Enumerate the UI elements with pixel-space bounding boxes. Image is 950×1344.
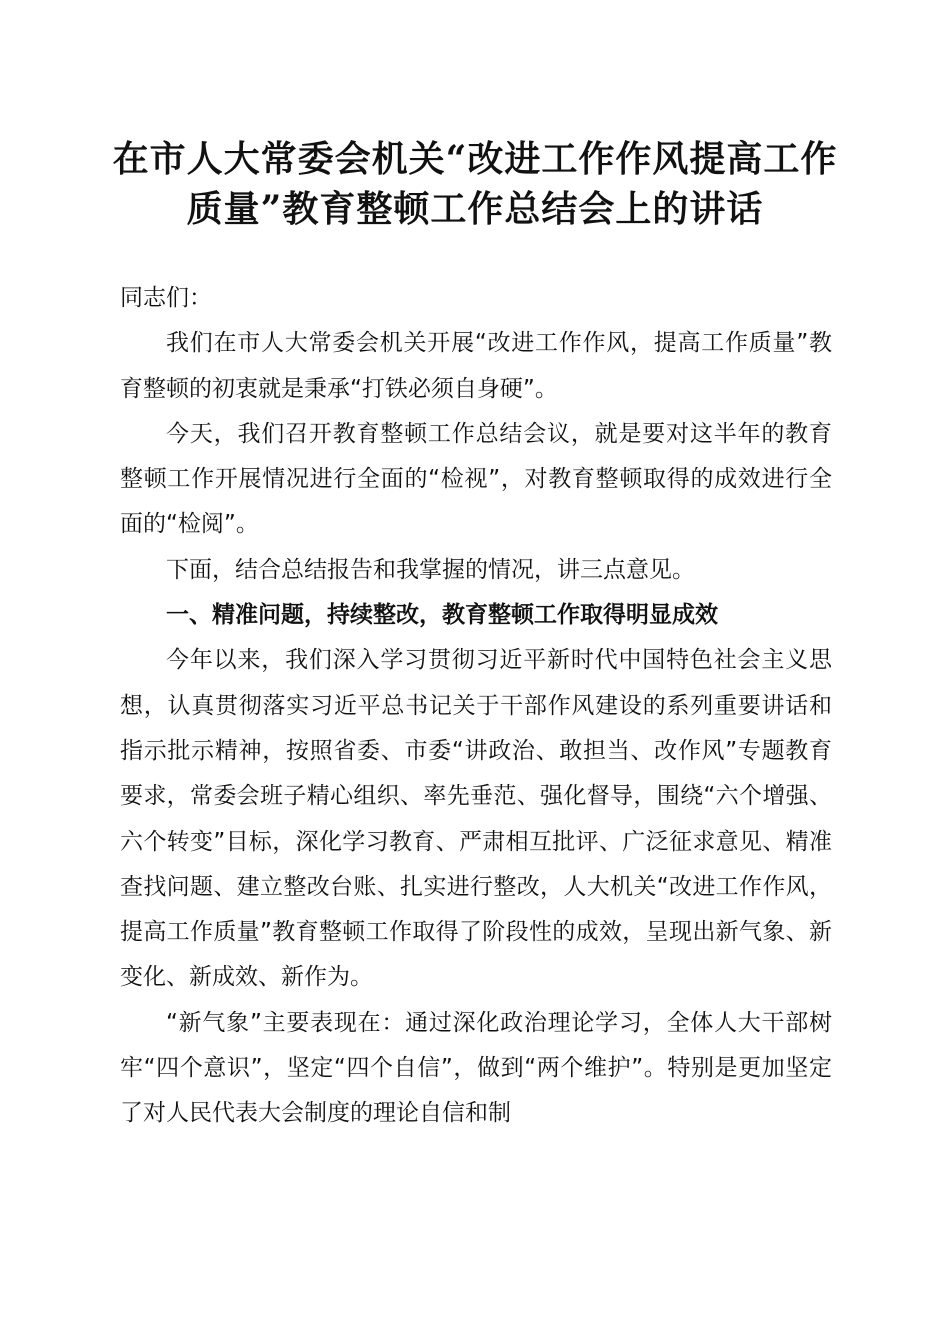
- paragraph-intro-2: 今天，我们召开教育整顿工作总结会议，就是要对这半年的教育整顿工作开展情况进行全面的“检视”，对教育整顿取得的成效进行全面的“检阅”。: [120, 420, 832, 538]
- document-title: [100, 134, 850, 234]
- paragraph-section-2: “新气象”主要表现在：通过深化政治理论学习，全体人大干部树牢“四个意识”，坚定“四个自信”，做到“两个维护”。特别是更加坚定了对人民代表大会制度的理论自信和制: [120, 1009, 832, 1127]
- section-heading-1: 一、精准问题，持续整改，教育整顿工作取得明显成效: [166, 602, 718, 629]
- paragraph-section-1: 今年以来，我们深入学习贯彻习近平新时代中国特色社会主义思想，认真贯彻落实习近平总书记关于干部作风建设的系列重要讲话和指示批示精神，按照省委、市委“讲政治、敢担当、改作风”专题教育要求，常委会班子精心组织、率先垂范、强化督导，围绕“六个增强、六个转变”目标，深化学习教育、严肃相互批评、广泛征求意见、精准查找问题、建立整改台账、扎实进行整改，人大机关“改进工作作风，提高工作质量”教育整顿工作取得了阶段性的成效，呈现出新气象、新变化、新成效、新作为。: [120, 647, 832, 991]
- salutation: 同志们：: [120, 285, 212, 311]
- paragraph-intro-3: 下面，结合总结报告和我掌握的情况，讲三点意见。: [166, 556, 695, 583]
- paragraph-intro-1: 我们在市人大常委会机关开展“改进工作作风，提高工作质量”教育整顿的初衷就是秉承“打铁必须自身硬”。: [120, 330, 832, 402]
- title-line-2: 质量”教育整顿工作总结会上的讲话: [186, 188, 764, 230]
- title-line-1: 在市人大常委会机关“改进工作作风提高工作: [112, 138, 838, 180]
- document-body: [120, 276, 832, 1137]
